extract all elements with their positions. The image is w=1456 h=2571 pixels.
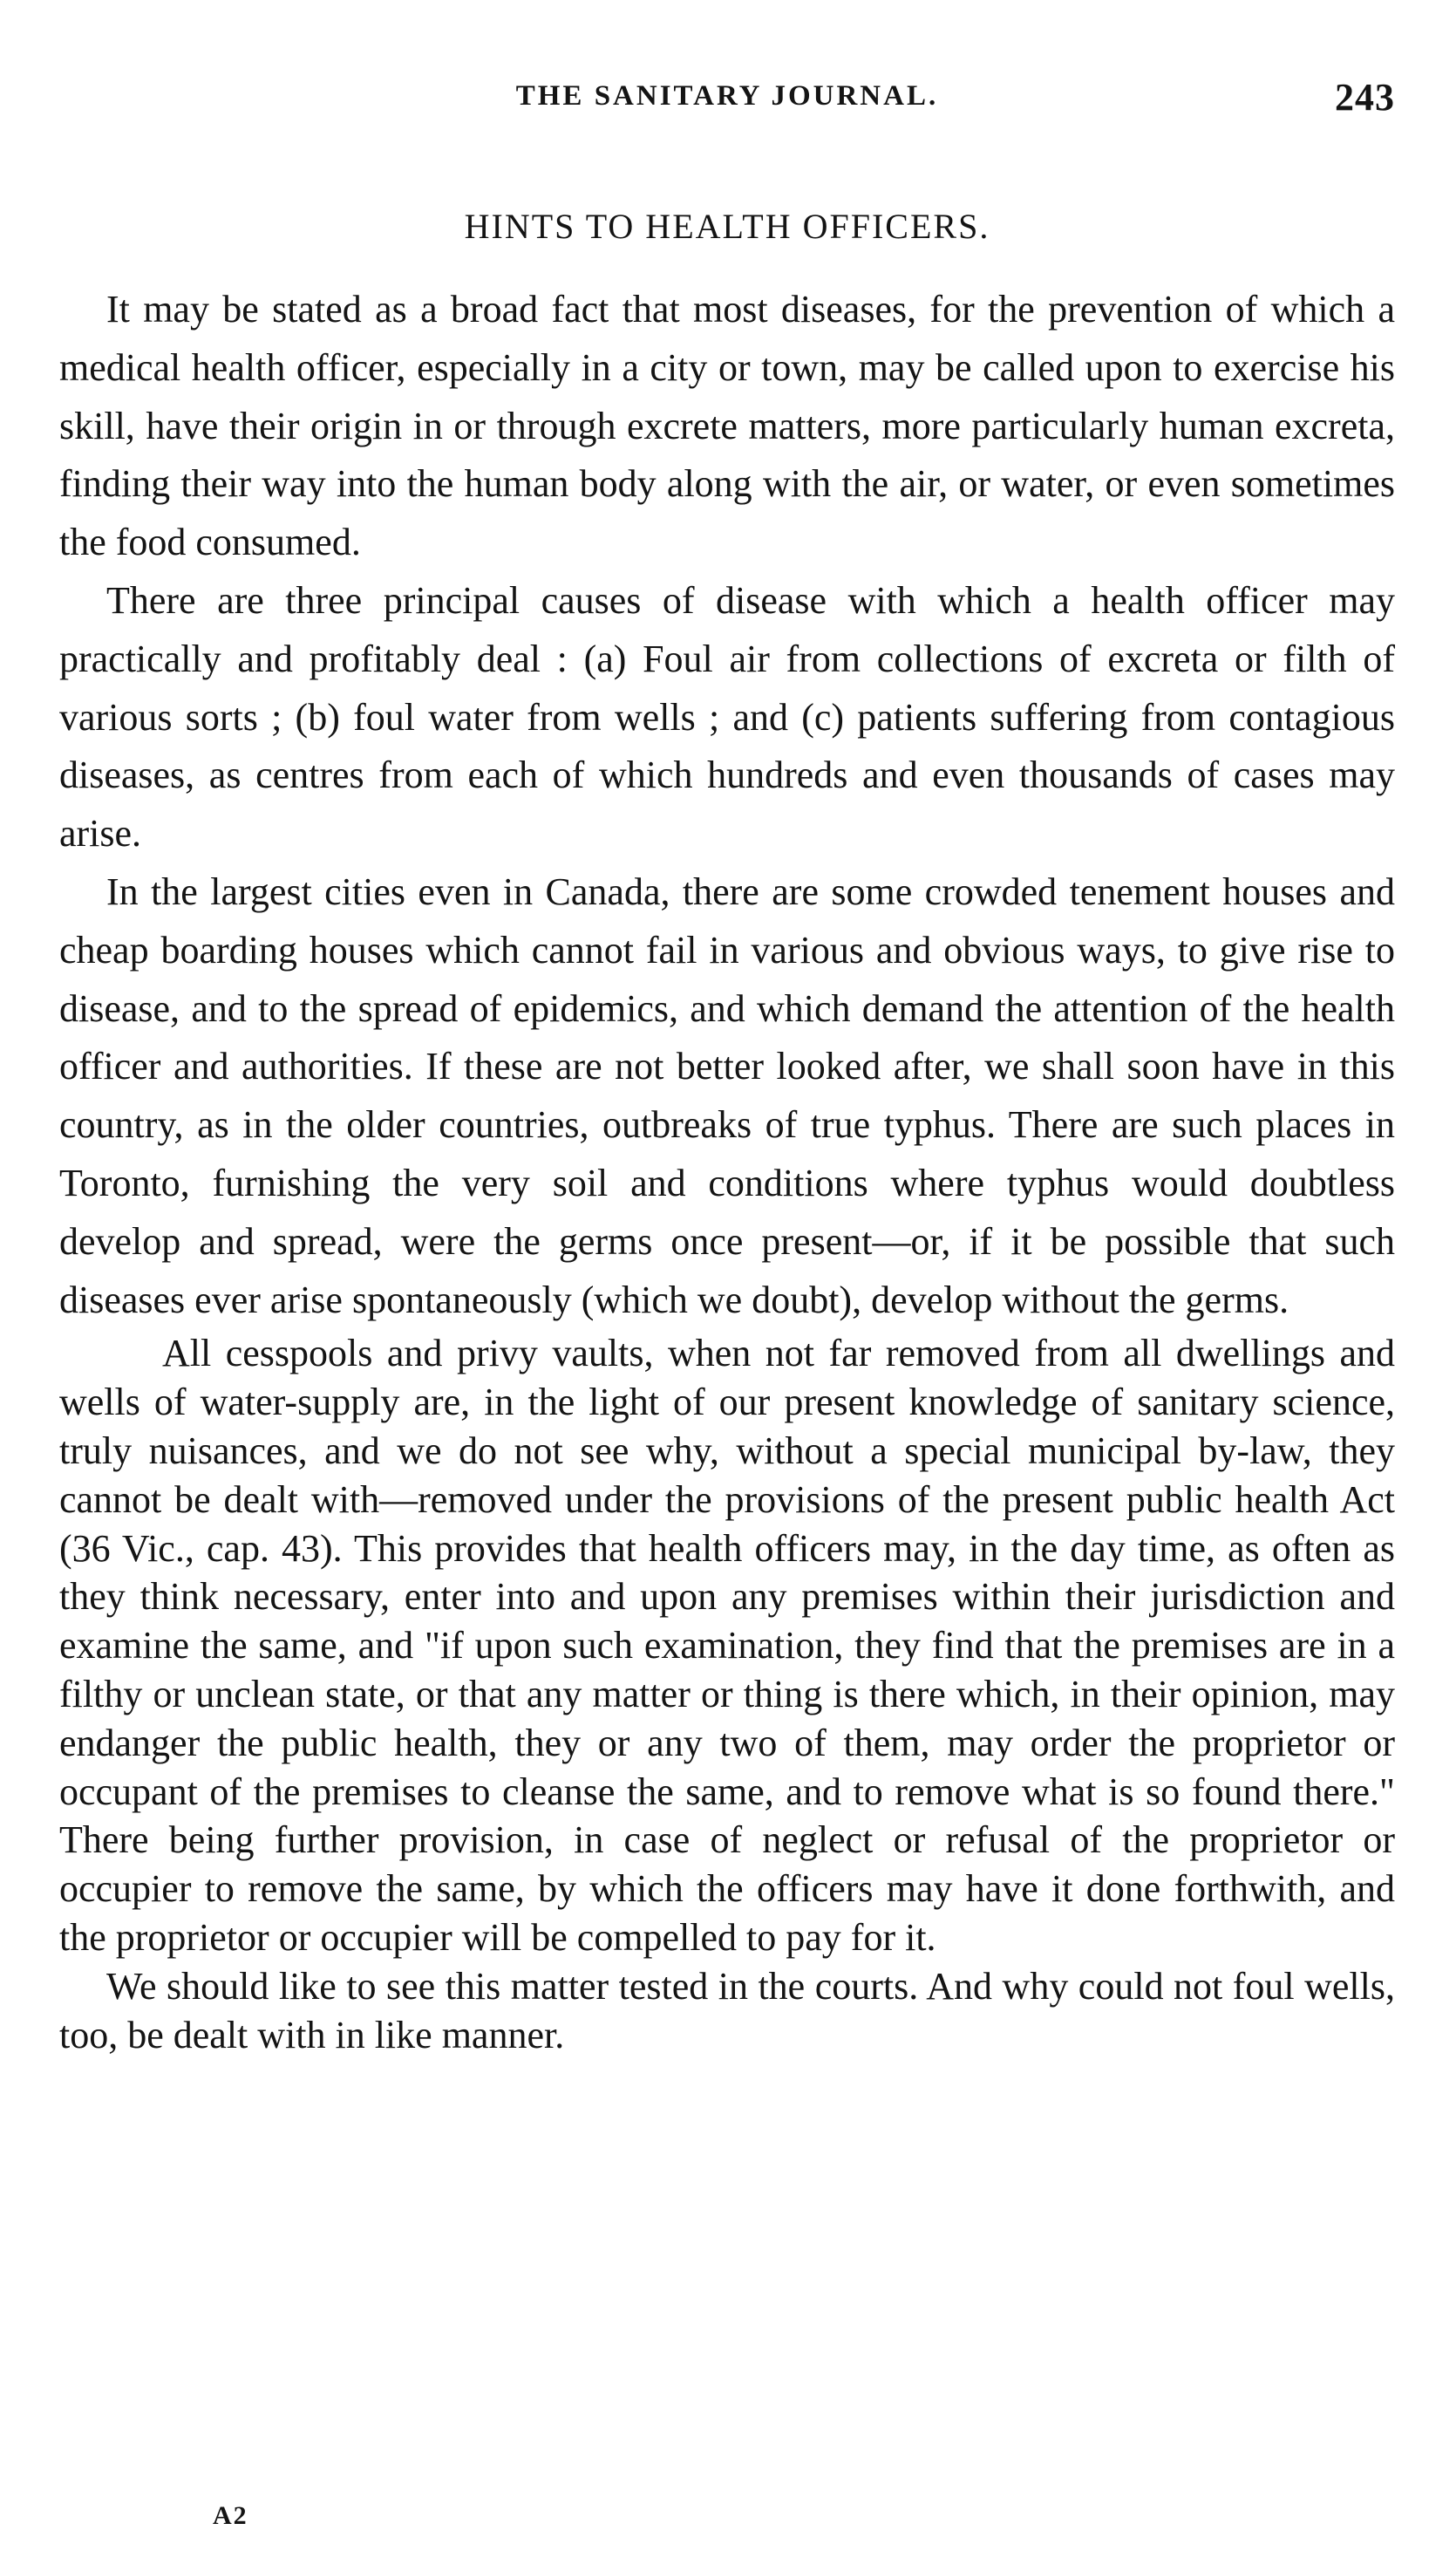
article-title: HINTS TO HEALTH OFFICERS.: [464, 207, 990, 246]
page-number: 243: [1335, 76, 1395, 119]
paragraph-5: We should like to see this matter tested in the courts. And why could not foul wells, too, be dealt with in like manner.: [59, 1964, 1395, 2056]
paragraph-3: In the largest cities even in Canada, there are some crowded tenement houses and cheap boarding houses which cannot fail in various and obvious ways, to give rise to disease, and to the spread of epidemics, and which demand the attention of the health officer and authorities. If these are not better looked after, we shall soon have in this country, as in the older countries, outbreaks of true typhus. There are such places in Toronto, furnishing the very soil and conditions where typhus would doubtless develop and spread, were the germs once present—or, if it be possible that such diseases ever arise spontaneously (which we doubt), develop without the germs.: [59, 870, 1395, 1321]
running-head: [59, 75, 1395, 127]
journal-title: THE SANITARY JOURNAL.: [515, 80, 939, 112]
signature-mark: A2: [213, 2501, 248, 2530]
article-body: [59, 281, 1395, 2059]
paragraph-4: All cesspools and privy vaults, when not far removed from all dwellings and wells of water-supply are, in the light of our present knowledge of sanitary science, truly nuisances, and we do not see why, without a special municipal by-law, they cannot be dealt with—removed under the provisions of the present public health Act (36 Vic., cap. 43). This provides that health officers may, in the day time, as often as they think necessary, enter into and upon any premises within their jurisdiction and examine the same, and "if upon such examination, they find that the premises are in a filthy or unclean state, or that any matter or thing is there which, in their opinion, may endanger the public health, they or any two of them, may order the proprietor or occupant of the premises to cleanse the same, and to remove what is so found there." There being further provision, in case of neglect or refusal of the proprietor or occupier to remove the same, by which the officers may have it done forthwith, and the proprietor or occupier will be compelled to pay for it.: [59, 1332, 1395, 1959]
paragraph-2: There are three principal causes of disease with which a health officer may practically and profitably deal : (a) Foul air from collections of excreta or filth of various sorts ; (b) foul water from wells ; and (c) patients suffering from contagious diseases, as centres from each of which hundreds and even thousands of cases may arise.: [59, 578, 1395, 856]
paragraph-1: It may be stated as a broad fact that most diseases, for the prevention of which a medical health officer, especially in a city or town, may be called upon to exercise his skill, have their origin in or through excrete matters, more particularly human excreta, finding their way into the human body along with the air, or water, or even sometimes the food consumed.: [59, 288, 1395, 564]
